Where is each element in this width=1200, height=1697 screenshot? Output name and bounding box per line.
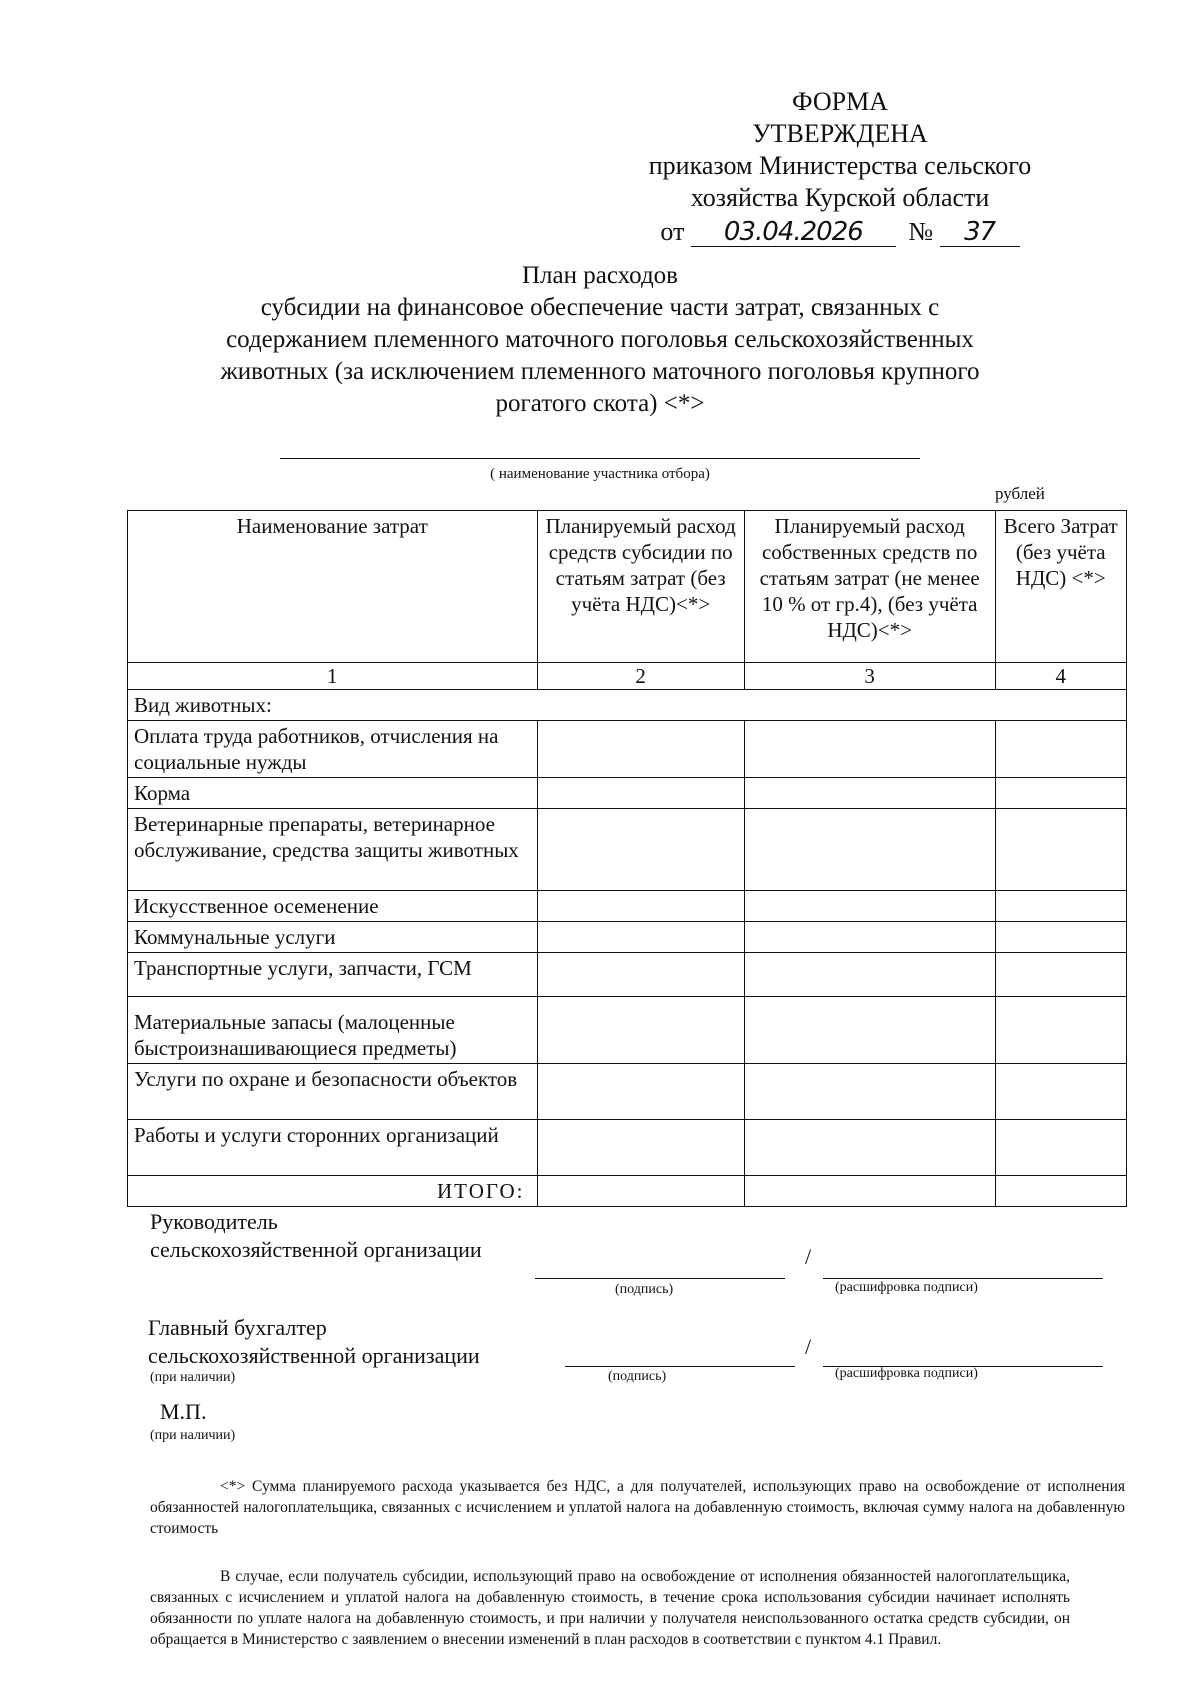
accountant-signature-field[interactable]	[565, 1366, 795, 1367]
animal-type-label: Вид животных:	[128, 690, 1127, 721]
head-title: Руководитель	[150, 1209, 278, 1234]
total-cell[interactable]	[995, 778, 1126, 809]
title-line-2: субсидии на финансовое обеспечение части затрат, связанных с	[260, 294, 940, 321]
table-row	[128, 721, 1127, 778]
table-row	[128, 809, 1127, 891]
table-row	[128, 997, 1127, 1064]
own-funds-cell[interactable]	[744, 891, 995, 922]
form-label: ФОРМА	[792, 87, 888, 116]
head-slash: /	[805, 1244, 812, 1269]
subsidy-cell[interactable]	[537, 809, 744, 891]
number-label: №	[908, 217, 934, 246]
head-signature-field[interactable]	[535, 1278, 785, 1279]
total-row	[128, 1176, 1127, 1207]
order-date-row	[600, 216, 1080, 248]
expense-name: Материальные запасы (малоценные быстроизнашивающиеся предметы)	[128, 997, 538, 1064]
total-cell[interactable]	[995, 1120, 1126, 1176]
approved-label: УТВЕРЖДЕНА	[752, 119, 928, 148]
subsidy-cell[interactable]	[537, 778, 744, 809]
expense-name: Искусственное осеменение	[128, 891, 538, 922]
expense-name: Услуги по охране и безопасности объектов	[128, 1064, 538, 1120]
table-row	[128, 778, 1127, 809]
from-label: от	[660, 217, 685, 246]
head-decoding-field[interactable]	[823, 1278, 1103, 1279]
head-decoding-caption: (расшифровка подписи)	[835, 1280, 978, 1295]
total-label: ИТОГО:	[128, 1176, 538, 1207]
title-line-3: содержанием племенного маточного поголовья сельскохозяйственных	[226, 326, 974, 353]
title-line-1: План расходов	[522, 262, 678, 289]
own-funds-cell[interactable]	[744, 721, 995, 778]
header-subsidy-expense: Планируемый расход средств субсидии по статьям затрат (без учёта НДС)<*>	[537, 511, 744, 663]
title-line-4: животных (за исключением племенного маточного поголовья крупного	[220, 358, 980, 385]
notes-paragraph: В случае, если получатель субсидии, использующий право на освобождение от исполнения обязанностей налогоплательщика, связанных с исчислением и уплатой налога на добавленную стоимость, в течение срока использования субсидии начинает исполнять обязанности по уплате налога на добавленную стоимость, и при наличии у получателя неиспользованного остатка средств субсидии, он обращается в Министерство с заявлением о внесении изменений в план расходов в соответствии с пунктом 4.1 Правил.	[150, 1568, 1070, 1648]
column-number: 2	[537, 663, 744, 690]
accountant-if-any: (при наличии)	[150, 1370, 236, 1385]
header-own-funds-expense: Планируемый расход собственных средств по статьям затрат (не менее 10 % от гр.4), (без учёта НДС)<*>	[744, 511, 995, 663]
subsidy-cell[interactable]	[537, 891, 744, 922]
total-all-cell[interactable]	[995, 1176, 1126, 1207]
currency-label: рублей	[995, 484, 1045, 503]
table-row	[128, 891, 1127, 922]
expense-plan-table	[127, 510, 1127, 1207]
participant-name-field[interactable]	[280, 458, 920, 459]
stamp-note: (при наличии)	[150, 1428, 236, 1443]
total-cell[interactable]	[995, 809, 1126, 891]
expense-name: Работы и услуги сторонних организаций	[128, 1120, 538, 1176]
order-line-1: приказом Министерства сельского	[648, 151, 1032, 180]
order-date: 03.04.2026	[691, 218, 896, 247]
table-row	[128, 922, 1127, 953]
subsidy-cell[interactable]	[537, 953, 744, 997]
expense-name: Корма	[128, 778, 538, 809]
table-header-row	[128, 511, 1127, 663]
table-row	[128, 1120, 1127, 1176]
expense-name: Оплата труда работников, отчисления на социальные нужды	[128, 721, 538, 778]
expense-name: Коммунальные услуги	[128, 922, 538, 953]
order-number: 37	[940, 218, 1020, 247]
column-number: 1	[128, 663, 538, 690]
document-title	[140, 260, 1060, 420]
own-funds-cell[interactable]	[744, 1064, 995, 1120]
total-cell[interactable]	[995, 1064, 1126, 1120]
accountant-signature-label	[148, 1314, 480, 1370]
own-funds-cell[interactable]	[744, 953, 995, 997]
total-cell[interactable]	[995, 997, 1126, 1064]
total-subsidy-cell[interactable]	[537, 1176, 744, 1207]
subsidy-cell[interactable]	[537, 1064, 744, 1120]
column-number: 3	[744, 663, 995, 690]
table-row	[128, 1064, 1127, 1120]
total-cell[interactable]	[995, 953, 1126, 997]
expense-name: Ветеринарные препараты, ветеринарное обслуживание, средства защиты животных	[128, 809, 538, 891]
stamp-label: М.П.	[160, 1399, 207, 1424]
participant-caption: ( наименование участника отбора)	[490, 466, 710, 482]
approval-block	[600, 86, 1080, 248]
own-funds-cell[interactable]	[744, 809, 995, 891]
column-number: 4	[995, 663, 1126, 690]
total-cell[interactable]	[995, 721, 1126, 778]
own-funds-cell[interactable]	[744, 997, 995, 1064]
own-funds-cell[interactable]	[744, 778, 995, 809]
footnote: <*> Сумма планируемого расхода указывается без НДС, а для получателей, использующих право на освобождение от исполнения обязанностей налогоплательщика, связанных с исчислением и уплатой налога на добавленную стоимость, включая сумму налога на добавленную стоимость	[150, 1478, 1125, 1537]
accountant-title: Главный бухгалтер	[148, 1315, 327, 1340]
accountant-organization: сельскохозяйственной организации	[148, 1343, 480, 1368]
own-funds-cell[interactable]	[744, 922, 995, 953]
head-organization: сельскохозяйственной организации	[150, 1237, 482, 1262]
header-expense-name: Наименование затрат	[128, 511, 538, 663]
accountant-decoding-caption: (расшифровка подписи)	[835, 1366, 978, 1381]
total-cell[interactable]	[995, 922, 1126, 953]
table-row	[128, 953, 1127, 997]
subsidy-cell[interactable]	[537, 997, 744, 1064]
order-line-2: хозяйства Курской области	[690, 183, 990, 212]
total-own-funds-cell[interactable]	[744, 1176, 995, 1207]
expense-name: Транспортные услуги, запчасти, ГСМ	[128, 953, 538, 997]
column-number-row	[128, 663, 1127, 690]
title-line-5: рогатого скота) <*>	[495, 390, 705, 417]
subsidy-cell[interactable]	[537, 1120, 744, 1176]
accountant-slash: /	[805, 1334, 812, 1359]
total-cell[interactable]	[995, 891, 1126, 922]
animal-type-row	[128, 690, 1127, 721]
subsidy-cell[interactable]	[537, 922, 744, 953]
head-signature-label	[150, 1208, 482, 1264]
accountant-signature-caption: (подпись)	[608, 1369, 667, 1384]
subsidy-cell[interactable]	[537, 721, 744, 778]
own-funds-cell[interactable]	[744, 1120, 995, 1176]
head-signature-caption: (подпись)	[615, 1282, 674, 1297]
header-total-expense: Всего Затрат (без учёта НДС) <*>	[995, 511, 1126, 663]
